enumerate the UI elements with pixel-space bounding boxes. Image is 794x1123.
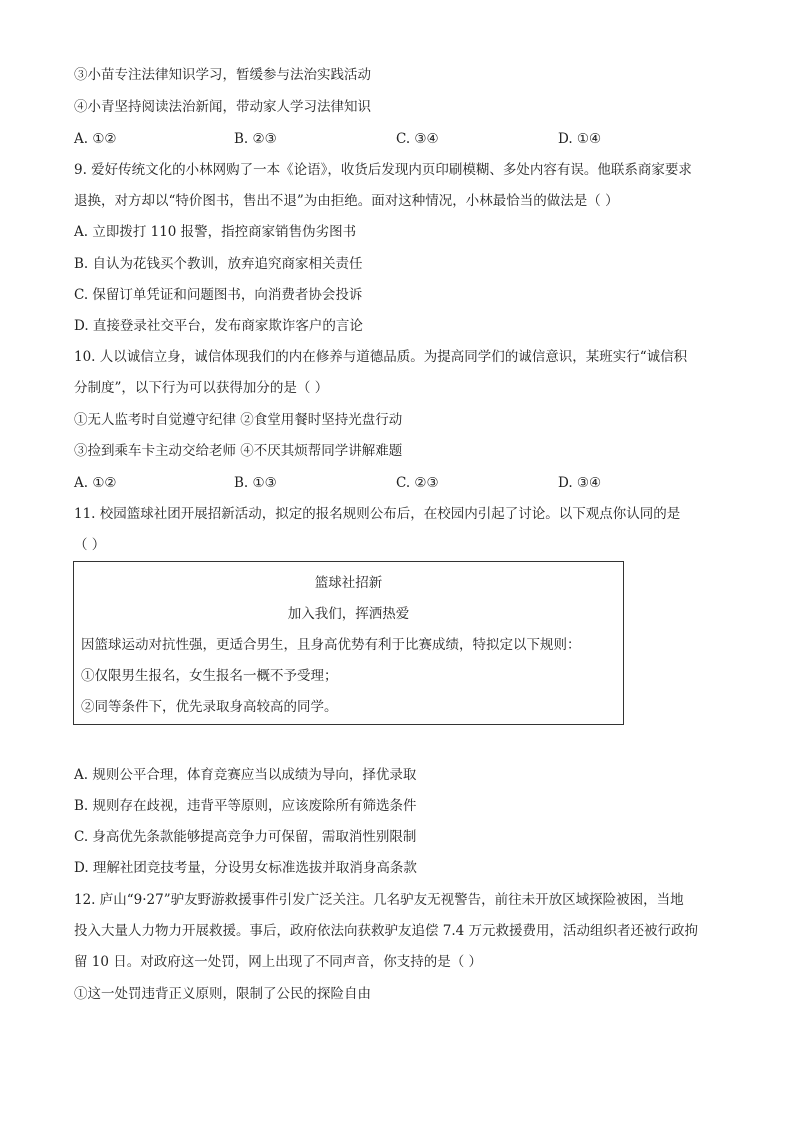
q10-stem-line-1: 10. 人以诚信立身，诚信体现我们的内在修养与道德品质。为提高同学们的诚信意识，某班实行“诚信积 bbox=[74, 349, 688, 365]
q8-option-a: A. ①② bbox=[74, 131, 117, 147]
q12-item-1: ①这一处罚违背正义原则，限制了公民的探险自由 bbox=[74, 986, 371, 1002]
q9-option-c: C. 保留订单凭证和问题图书，向消费者协会投诉 bbox=[74, 287, 363, 303]
q9-option-d: D. 直接登录社交平台，发布商家欺诈客户的言论 bbox=[74, 318, 363, 334]
q11-option-c: C. 身高优先条款能够提高竞争力可保留，需取消性别限制 bbox=[74, 829, 417, 845]
notice-subtitle: 加入我们，挥洒热爱 bbox=[287, 606, 410, 622]
q10-option-b: B. ①③ bbox=[234, 475, 277, 491]
q9-option-b: B. 自认为花钱买个教训，放弃追究商家相关责任 bbox=[74, 256, 363, 272]
q11-stem-line-2: （ ） bbox=[74, 537, 106, 553]
q11-option-d: D. 理解社团竞技考量，分设男女标准选拔并取消身高条款 bbox=[74, 860, 417, 876]
q11-option-a: A. 规则公平合理，体育竞赛应当以成绩为导向，择优录取 bbox=[74, 767, 417, 783]
q10-option-c: C. ②③ bbox=[396, 475, 439, 491]
notice-intro: 因篮球运动对抗性强，更适合男生，且身高优势有利于比赛成绩，特拟定以下规则： bbox=[81, 637, 581, 653]
q12-stem-line-2: 投入大量人力物力开展救援。事后，政府依法向获救驴友追偿 7.4 万元救援费用，活动组织者还被行政拘 bbox=[74, 923, 699, 939]
q9-stem-line-2: 退换，对方却以“特价图书，售出不退”为由拒绝。面对这种情况，小林最恰当的做法是（ ） bbox=[74, 193, 619, 209]
q8-option-c: C. ③④ bbox=[396, 131, 439, 147]
q11-stem-line-1: 11. 校园篮球社团开展招新活动，拟定的报名规则公布后，在校园内引起了讨论。以下观点你认同的是 bbox=[74, 506, 681, 522]
q12-stem-line-1: 12. 庐山“9·27”驴友野游救援事件引发广泛关注。几名驴友无视警告，前往未开放区域探险被困，当地 bbox=[74, 892, 684, 908]
q12-stem-line-3: 留 10 日。对政府这一处罚，网上出现了不同声音，你支持的是（ ） bbox=[74, 954, 483, 970]
q10-items-1-2: ①无人监考时自觉遵守纪律 ②食堂用餐时坚持光盘行动 bbox=[74, 412, 403, 428]
notice-rule-1: ①仅限男生报名，女生报名一概不予受理； bbox=[81, 668, 338, 684]
q10-items-3-4: ③捡到乘车卡主动交给老师 ④不厌其烦帮同学讲解难题 bbox=[74, 443, 403, 459]
q10-option-d: D. ③④ bbox=[558, 475, 602, 491]
q11-option-b: B. 规则存在歧视，违背平等原则，应该废除所有筛选条件 bbox=[74, 798, 417, 814]
q8-option-b: B. ②③ bbox=[234, 131, 277, 147]
notice-rule-2: ②同等条件下，优先录取身高较高的同学。 bbox=[81, 699, 338, 715]
q10-stem-line-2: 分制度”，以下行为可以获得加分的是（ ） bbox=[74, 380, 329, 396]
q10-option-a: A. ①② bbox=[74, 475, 117, 491]
q9-stem-line-1: 9. 爱好传统文化的小林网购了一本《论语》，收货后发现内页印刷模糊、多处内容有误。他联系商家要求 bbox=[74, 162, 692, 178]
q9-option-a: A. 立即拨打 110 报警，指控商家销售伪劣图书 bbox=[74, 224, 357, 240]
recruitment-notice-box bbox=[73, 561, 624, 725]
q8-item-4: ④小青坚持阅读法治新闻，带动家人学习法律知识 bbox=[74, 99, 371, 115]
q8-option-d: D. ①④ bbox=[558, 131, 602, 147]
q8-item-3: ③小苗专注法律知识学习，暂缓参与法治实践活动 bbox=[74, 67, 371, 83]
notice-title: 篮球社招新 bbox=[314, 575, 383, 591]
